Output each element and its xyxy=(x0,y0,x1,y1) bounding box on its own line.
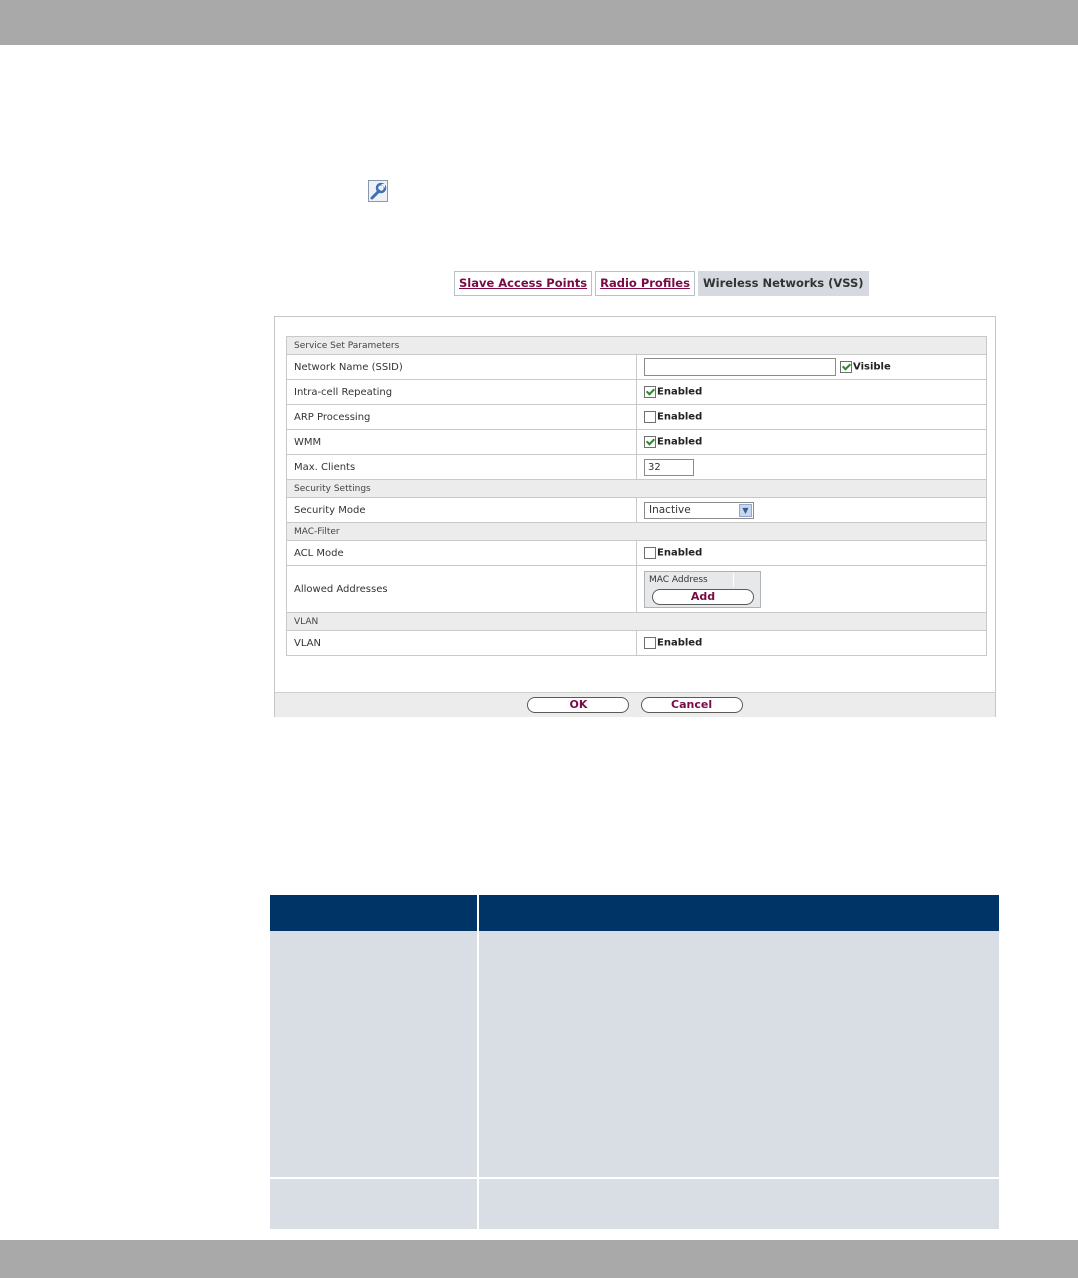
mac-address-column: MAC Address xyxy=(646,573,734,587)
intra-cell-label: Intra-cell Repeating xyxy=(287,380,637,405)
description-header-row xyxy=(270,895,999,931)
network-name-cell xyxy=(637,355,987,380)
security-mode-label: Security Mode xyxy=(287,498,637,523)
max-clients-label: Max. Clients xyxy=(287,455,637,480)
max-clients-cell xyxy=(637,455,987,480)
panel-footer xyxy=(275,692,995,717)
description-cell-field xyxy=(270,931,478,1178)
vlan-enabled-label: Enabled xyxy=(657,637,703,649)
acl-mode-cell xyxy=(637,541,987,566)
mac-address-header xyxy=(646,573,759,587)
arp-checkbox[interactable] xyxy=(644,411,656,423)
visible-checkbox[interactable] xyxy=(840,361,852,373)
section-service-set: Service Set Parameters xyxy=(287,337,987,355)
section-vlan: VLAN xyxy=(287,613,987,631)
top-bar xyxy=(0,0,1078,45)
security-mode-value: Inactive xyxy=(649,503,691,516)
cancel-button[interactable]: Cancel xyxy=(641,697,743,713)
acl-mode-label: ACL Mode xyxy=(287,541,637,566)
arp-label: ARP Processing xyxy=(287,405,637,430)
wmm-label: WMM xyxy=(287,430,637,455)
description-header-value xyxy=(478,895,999,931)
mac-address-empty-column xyxy=(734,573,759,587)
vlan-checkbox[interactable] xyxy=(644,637,656,649)
vlan-cell xyxy=(637,631,987,656)
wrench-icon[interactable] xyxy=(368,180,388,202)
acl-mode-enabled-label: Enabled xyxy=(657,547,703,559)
description-cell-field xyxy=(270,1178,478,1230)
description-cell-value xyxy=(478,931,999,1178)
tab-slave-access-points[interactable]: Slave Access Points xyxy=(454,271,592,296)
arp-enabled-label: Enabled xyxy=(657,411,703,423)
vlan-label: VLAN xyxy=(287,631,637,656)
mac-address-list xyxy=(644,571,761,608)
bottom-bar xyxy=(0,1240,1078,1278)
max-clients-input[interactable]: 32 xyxy=(644,459,694,476)
description-row xyxy=(270,1178,999,1230)
tab-bar xyxy=(454,271,869,296)
description-table xyxy=(270,895,999,1231)
security-mode-cell xyxy=(637,498,987,523)
config-panel xyxy=(274,316,996,717)
description-header-field xyxy=(270,895,478,931)
acl-mode-checkbox[interactable] xyxy=(644,547,656,559)
section-mac-filter: MAC-Filter xyxy=(287,523,987,541)
allowed-addresses-label: Allowed Addresses xyxy=(287,566,637,613)
section-security: Security Settings xyxy=(287,480,987,498)
security-mode-select[interactable] xyxy=(644,502,754,519)
intra-cell-enabled-label: Enabled xyxy=(657,386,703,398)
wmm-checkbox[interactable] xyxy=(644,436,656,448)
tab-radio-profiles[interactable]: Radio Profiles xyxy=(595,271,695,296)
intra-cell-cell xyxy=(637,380,987,405)
description-cell-value xyxy=(478,1178,999,1230)
wmm-enabled-label: Enabled xyxy=(657,436,703,448)
wmm-cell xyxy=(637,430,987,455)
ok-button[interactable]: OK xyxy=(527,697,629,713)
network-name-input[interactable] xyxy=(644,358,836,376)
tab-wireless-networks[interactable]: Wireless Networks (VSS) xyxy=(698,271,869,296)
add-mac-button[interactable]: Add xyxy=(652,589,754,605)
settings-table xyxy=(286,336,987,656)
description-row xyxy=(270,931,999,1178)
allowed-addresses-cell xyxy=(637,566,987,613)
network-name-label: Network Name (SSID) xyxy=(287,355,637,380)
arp-cell xyxy=(637,405,987,430)
intra-cell-checkbox[interactable] xyxy=(644,386,656,398)
chevron-down-icon[interactable]: ▼ xyxy=(739,504,752,517)
visible-label: Visible xyxy=(853,361,891,373)
